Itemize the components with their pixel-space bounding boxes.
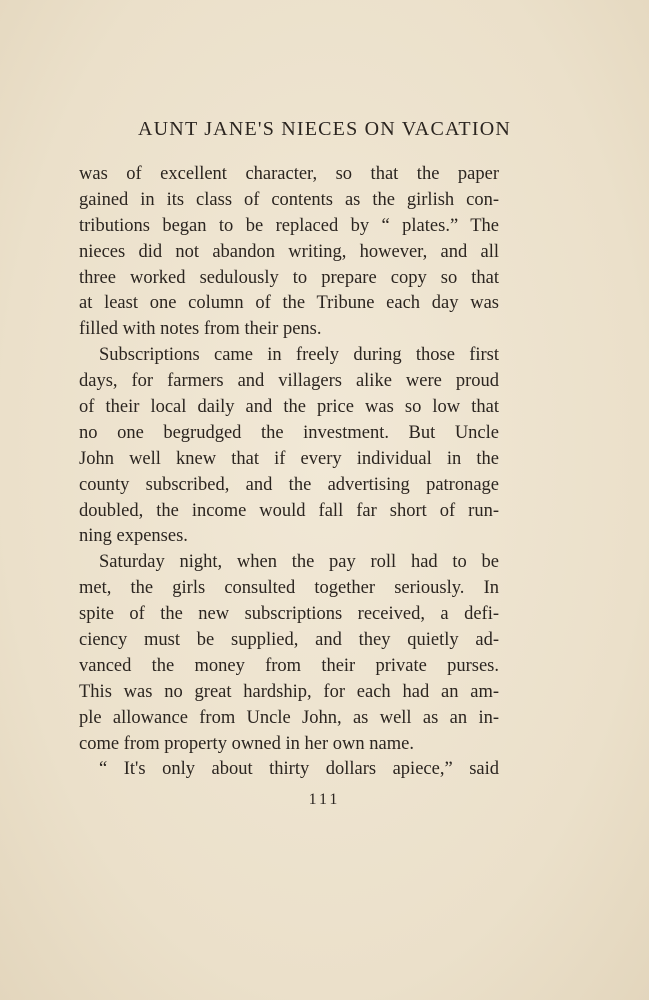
text-line: John well knew that if every individual in the (79, 448, 499, 469)
text-line: of their local daily and the price was so low that (79, 397, 499, 418)
text-line: three worked sedulously to prepare copy so that (79, 267, 499, 288)
text-line: “ It's only about thirty dollars apiece,” said (99, 759, 499, 780)
text-line: county subscribed, and the advertising patronage (79, 474, 499, 495)
page-number: 111 (308, 791, 341, 808)
text-line: spite of the new subscriptions received, a defi- (79, 604, 499, 625)
text-line: tributions began to be replaced by “ plates.” The (79, 215, 499, 236)
running-head: AUNT JANE'S NIECES ON VACATION (138, 118, 511, 140)
body-text (79, 162, 499, 783)
text-line: Saturday night, when the pay roll had to be (99, 552, 499, 573)
text-line: come from property owned in her own name. (79, 733, 414, 754)
text-line: gained in its class of contents as the girlish con- (79, 189, 499, 210)
text-line: no one begrudged the investment. But Uncle (79, 422, 499, 443)
text-line: Subscriptions came in freely during those first (99, 345, 499, 366)
text-line: ciency must be supplied, and they quietly ad- (79, 630, 499, 651)
text-line: ning expenses. (79, 526, 188, 547)
text-line: filled with notes from their pens. (79, 319, 322, 340)
text-line: nieces did not abandon writing, however, and all (79, 241, 499, 262)
text-line: ple allowance from Uncle John, as well as an in- (79, 707, 499, 728)
text-line: doubled, the income would fall far short of run- (79, 500, 499, 521)
text-line: days, for farmers and villagers alike were proud (79, 371, 499, 392)
text-line: met, the girls consulted together seriously. In (79, 578, 499, 599)
text-line: This was no great hardship, for each had an am- (79, 681, 499, 702)
text-line: at least one column of the Tribune each day was (79, 293, 499, 314)
text-line: was of excellent character, so that the paper (79, 164, 499, 184)
text-line: vanced the money from their private purses. (79, 655, 499, 676)
